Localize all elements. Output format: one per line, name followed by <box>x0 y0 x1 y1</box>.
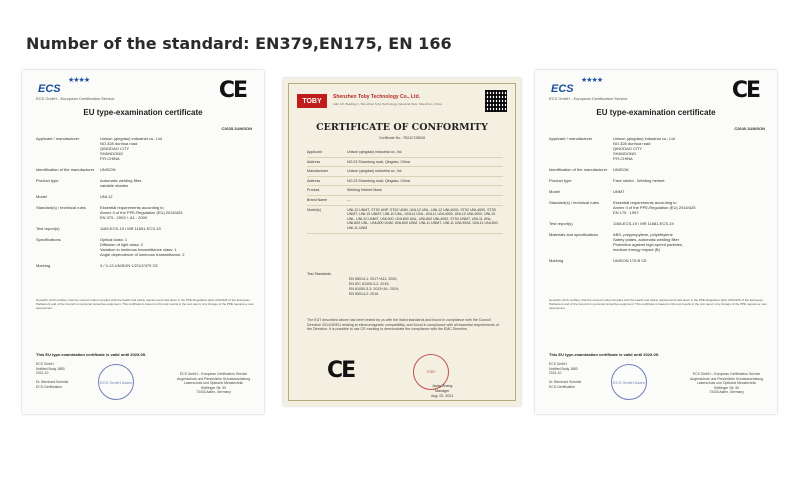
field-value: 1168-ECS-19 / MR 11681-ECS-19 <box>613 221 674 226</box>
field-label: Manufacturer <box>307 169 329 174</box>
certificate-title: EU type-examination certificate <box>596 108 716 117</box>
field-value: Unison (qingdao) industrial co., ltd. <box>347 150 403 154</box>
field-row <box>307 177 503 187</box>
field-row <box>36 178 254 188</box>
field-row <box>307 206 503 234</box>
field-value: Unison (qingdao) industrial co., Ltd NO.328 dunhua road QINGDAO CITY SHANDONG P.R.CHINA <box>100 136 162 161</box>
ecs-stamp-icon: ECS GmbH Aalen <box>611 364 647 400</box>
page-heading: Number of the standard: EN379,EN175, EN 166 <box>26 34 452 53</box>
field-row <box>307 196 503 206</box>
certificate-number: Certificate No.: TB210728608 <box>378 136 426 140</box>
field-label: Test report(s) <box>36 226 60 231</box>
ecs-logo-subtitle: ECS GmbH - European Certification Service <box>549 96 628 101</box>
test-standards-label: Test Standards <box>307 272 331 276</box>
test-standards-list: EN 55014-1: 2017+A11: 2020; EN IEC 61000-3-2: 2019; EN 61000-3-3: 2013+A1: 2019; EN 55014-2: 2015. <box>349 277 399 296</box>
certificate-fields <box>36 136 254 274</box>
field-row <box>307 167 503 177</box>
ecs-logo: ECS <box>551 83 574 95</box>
signature-block: ECS GmbH Notified Body 1883 2021-10 Dr. Bernhard Schmitz ECS-Certification <box>36 362 69 389</box>
field-row <box>549 189 767 194</box>
eu-certificate-en175[interactable] <box>535 70 777 414</box>
field-label: Test report(s) <box>549 221 573 226</box>
field-value: Unison (qingdao) industrial co., Ltd NO.328 dunhua road QINGDAO CITY SHANDONG P.R.CHINA <box>613 136 675 161</box>
validity-statement: This EU type-examination certificate is valid until 2023-09. <box>549 352 660 357</box>
field-row <box>36 205 254 220</box>
field-value: 4 / 9-13 UNISON 1/2/1/2/379 CE <box>100 263 159 268</box>
field-row <box>36 136 254 161</box>
field-value: Face shield - Welding helmet <box>613 178 665 183</box>
field-label: Model <box>36 194 47 199</box>
field-label: Product <box>307 188 320 193</box>
field-row <box>549 178 767 183</box>
signature-block: Jacky Zhang Manager Aug. 02, 2021 <box>431 384 454 398</box>
field-value: Essential requirements according to Annex II of the PPE-Regulation (EU) 2016/425 EN 175 : 1997 <box>613 200 696 215</box>
signature-block: ECS GmbH Notified Body 1883 2021-10 Dr. Bernhard Schmitz ECS-Certification <box>549 362 582 389</box>
certificate-fields <box>549 136 767 269</box>
ce-mark-icon: CE <box>327 358 355 383</box>
toby-seal-icon: TOBY <box>413 354 449 390</box>
field-row <box>549 258 767 263</box>
field-label: Brand Name <box>307 197 328 202</box>
ecs-stamp-icon: ECS GmbH Aalen <box>98 364 134 400</box>
field-label: Marking <box>549 258 564 263</box>
field-label: Applicant <box>307 150 322 154</box>
eu-stars-icon: ★★★★ <box>68 77 90 84</box>
field-label: Address <box>307 178 321 183</box>
certificate-number: C2635.1UNISON <box>221 126 252 131</box>
field-row <box>307 158 503 168</box>
field-label: Applicant / manufacturer <box>36 136 80 141</box>
field-label: Address <box>307 159 321 164</box>
ce-mark-icon: CE <box>218 78 246 103</box>
eu-stars-icon: ★★★★ <box>581 77 603 84</box>
field-value: UNISON 175 B CE <box>613 258 647 263</box>
field-value: UNISON <box>613 167 629 172</box>
ce-mark-icon: CE <box>731 78 759 103</box>
field-label: Identification of the manufacturer <box>549 167 608 172</box>
field-label: Materials and specifications <box>549 232 599 237</box>
field-value: 1169-ECS-19 / MR 11691-ECS-19 <box>100 226 161 231</box>
certificate-title: CERTIFICATE OF CONFORMITY <box>316 122 488 133</box>
certificate-of-conformity[interactable] <box>283 78 521 406</box>
field-row <box>549 200 767 215</box>
field-label: Applicant / manufacturer <box>549 136 593 141</box>
field-row <box>36 237 254 257</box>
certificate-fine-print: Herewith, ECS certifies, that the named model complies with the health and safety requirements laid down in the PPE-Regulation (EU) 2016/425 of the European Parliament and of the Council on personal protective equipment. This certificate is based on the test results in the test report. Any change of the PPE requires a new assessment. <box>36 298 254 310</box>
field-value: Welding Helmet Mask <box>347 188 382 193</box>
field-label: Model <box>549 189 560 194</box>
field-row <box>549 167 767 172</box>
field-row <box>36 167 254 172</box>
ecs-logo: ECS <box>38 83 61 95</box>
field-label: Specifications <box>36 237 61 242</box>
field-row <box>36 226 254 231</box>
field-value: UNMT <box>613 189 625 194</box>
field-value: Unison (qingdao) industrial co., ltd. <box>347 169 403 174</box>
field-value: NO.23 Shandong road, Qingdao, China <box>347 159 410 164</box>
field-label: Product type <box>36 178 59 183</box>
field-row <box>307 148 503 158</box>
field-label: Standard(s) / technical rules <box>36 205 86 210</box>
field-value: --- <box>347 197 351 202</box>
issuer-address: Add: 1/F, Building 1, Shenzhen Toby Technology Industrial Park, Shenzhen, China <box>333 102 442 106</box>
field-value: Automatic welding filter, variable shades <box>100 178 143 188</box>
issuer-company: Shenzhen Toby Technology Co., Ltd. <box>333 94 421 100</box>
field-value: UNL12 UNMT, ST52 UNP, ST62 UNM, UNL12 UNL, UNL12 UNL4000, ST52 UNL4000, ST53 UNMT, UNL10 UNMT, UNL10 UNL, UNL11 UNL, UNL11 UNL4000, UNL10 UNL4000, UNL10 UNL, UNL10 UNMT, UNL900, UNL800 UNL, UNL800 UNL4000, ST53 UNMT, UNL11 UNL, UNL600 UNL, UNL800 UNM, UNL600 UNM, UNL11 UNMT, UNL11 UNL900A, UNL11 UNL600, UNL11 UNM <box>347 207 499 230</box>
ecs-logo-subtitle: ECS GmbH - European Certification Service <box>36 96 115 101</box>
validity-statement: This EU type-examination certificate is valid until 2023-09. <box>36 352 147 357</box>
issuer-footer: ECS GmbH – European Certification Service Augenschutz und Persönliche Schutzausrüstung Laserschutz und Optische Messtechnik Hüttlinger Str. 50 73433 Aalen, Germany <box>690 372 763 394</box>
field-row <box>307 186 503 196</box>
eu-certificate-en379[interactable] <box>22 70 264 414</box>
test-standards <box>307 272 399 296</box>
field-label: Identification of the manufacturer <box>36 167 95 172</box>
certificate-fields <box>307 148 503 234</box>
field-value: ABS, polypropylene, polyethylene Safety plates, automatic welding filter Protection against high-speed particles, medium energy impact (B) <box>613 232 684 252</box>
field-label: Model(s) <box>307 207 321 212</box>
field-label: Marking <box>36 263 51 268</box>
field-value: Essential requirements according to Annex II of the PPE-Regulation (EU) 2016/425 EN 379 : 2003 + A1 : 2009 <box>100 205 183 220</box>
certificate-number: C2640.1UNISON <box>734 126 765 131</box>
field-row <box>549 232 767 252</box>
certificate-fine-print: Herewith, ECS certifies, that the named model complies with the health and safety requirements laid down in the PPE-Regulation (EU) 2016/425 of the European Parliament and of the Council on personal protective equipment. This certificate is based on the test results in the test report. Any change of the PPE requires a new assessment. <box>549 298 767 310</box>
field-value: Optical class: 1 Diffusion of light class: 2 Variation in luminous transmittance class: 1 Angle dependence of luminous transmittance: 2 <box>100 237 185 257</box>
conformity-statement: The EUT described above has been tested by us with the listed standards and found in compliance with the Council Directive 2014/30/EU relating to electromagnetic compatibility, and found in compliance with all essential requirements of the Directive. It is possible to use CE marking to demonstrate the compliance with the EMC Directive. <box>307 318 499 332</box>
field-label: Product type <box>549 178 572 183</box>
field-value: NO.23 Shandong road, Qingdao, China <box>347 178 410 183</box>
field-row <box>549 136 767 161</box>
field-value: UNISON <box>100 167 116 172</box>
field-row <box>36 194 254 199</box>
certificate-title: EU type-examination certificate <box>83 108 203 117</box>
toby-logo: TOBY <box>297 94 327 108</box>
field-row <box>549 221 767 226</box>
field-label: Standard(s) / technical rules <box>549 200 599 205</box>
issuer-footer: ECS GmbH – European Certification Service Augenschutz und Persönliche Schutzausrüstung Laserschutz und Optische Messtechnik Hüttlinger Str. 50 73433 Aalen, Germany <box>177 372 250 394</box>
qr-code-icon <box>485 90 507 112</box>
field-value: UNL12 <box>100 194 113 199</box>
field-row <box>36 263 254 268</box>
